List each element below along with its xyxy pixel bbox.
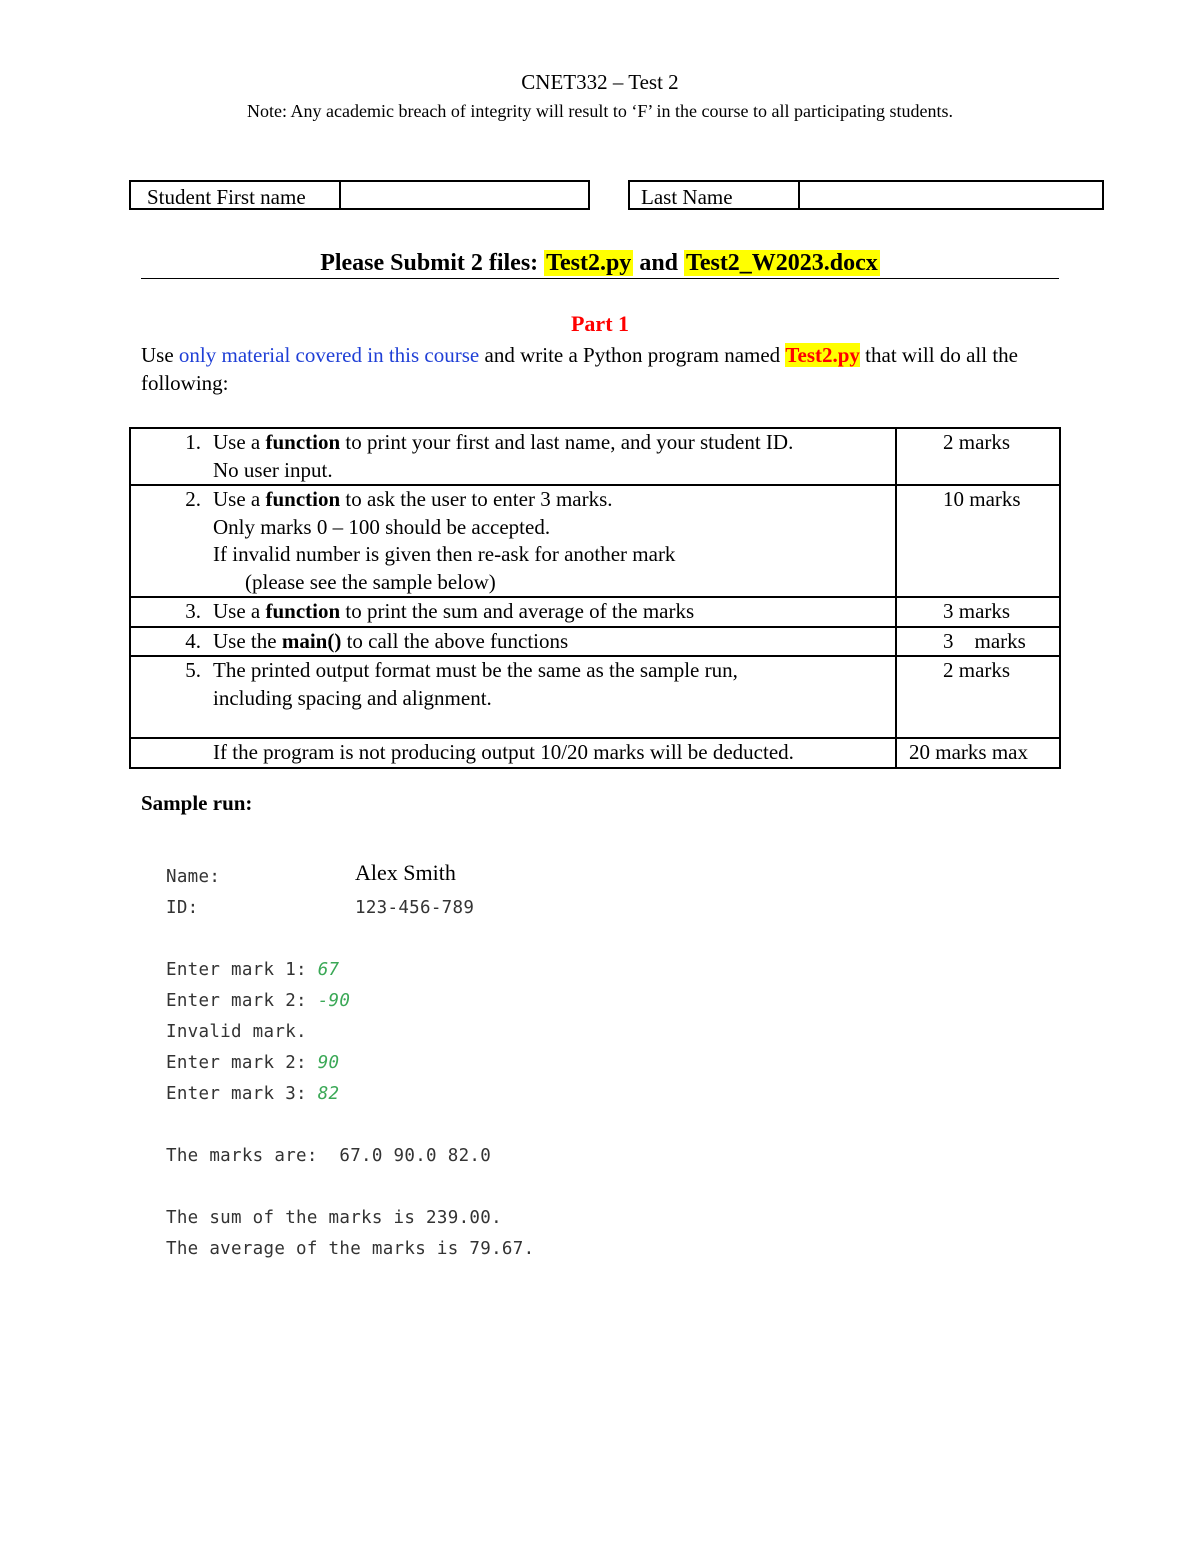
submit-instruction (141, 247, 1059, 279)
last-name-field[interactable] (800, 182, 1102, 208)
intro-text: and write a Python program named (479, 343, 786, 367)
task-number: 4. (185, 628, 201, 653)
console-average-line: The average of the marks is 79.67. (166, 1239, 535, 1259)
intro-blue-text: only material covered in this course (178, 343, 480, 367)
intro-text: Use (141, 343, 179, 367)
task-text: Use a function to ask the user to enter 3 marks. Only marks 0 – 100 should be accepted. If invalid number is given then re-ask for another mark (please see the sample below) (213, 487, 676, 594)
task-row (130, 656, 1060, 738)
footer-marks: 20 marks max (896, 738, 1060, 768)
task-text: Use a function to print your first and last name, and your student ID. No user input. (213, 430, 794, 482)
console-name-value: Alex Smith (355, 860, 456, 885)
first-name-box (129, 180, 590, 210)
task-number: 5. (185, 658, 201, 682)
task-table (129, 427, 1061, 769)
submit-file-py: Test2.py (546, 250, 632, 276)
task-number: 2. (185, 487, 201, 511)
submit-joiner: and (633, 250, 685, 276)
console-line: Enter mark 3: 82 (166, 1084, 340, 1104)
console-sum-line: The sum of the marks is 239.00. (166, 1208, 502, 1228)
task-marks: 2 marks (896, 656, 1060, 738)
first-name-field[interactable] (341, 182, 588, 208)
task-number: 3. (185, 599, 201, 623)
console-line: Invalid mark. (166, 1022, 307, 1042)
intro-filename: Test2.py (785, 343, 860, 367)
submit-file-docx: Test2_W2023.docx (686, 250, 878, 276)
page-title: CNET332 – Test 2 (521, 70, 679, 94)
submit-prefix: Please Submit 2 files: (320, 250, 545, 276)
console-line: Enter mark 2: 90 (166, 1053, 340, 1073)
task-text: Use a function to print the sum and average of the marks (213, 599, 695, 623)
task-marks: 10 marks (896, 485, 1060, 597)
first-name-label: Student First name (131, 182, 341, 208)
console-name-label: Name: (166, 867, 221, 887)
task-footer-row (130, 738, 1060, 768)
console-line: Enter mark 1: 67 (166, 960, 340, 980)
console-id-value: 123-456-789 (355, 898, 475, 918)
part-heading: Part 1 (570, 311, 630, 336)
last-name-label: Last Name (630, 182, 800, 208)
task-row (130, 627, 1060, 657)
console-id-label: ID: (166, 898, 199, 918)
task-marks: 3 marks (896, 627, 1060, 657)
last-name-box (628, 180, 1104, 210)
task-row (130, 428, 1060, 485)
task-row (130, 485, 1060, 597)
task-row (130, 597, 1060, 627)
console-marks-line: The marks are: 67.0 90.0 82.0 (166, 1146, 492, 1166)
task-text: Use the main() to call the above functions (213, 628, 569, 653)
task-marks: 3 marks (896, 597, 1060, 627)
integrity-note: Note: Any academic breach of integrity will result to ‘F’ in the course to all participating students. (247, 101, 953, 121)
part-intro (141, 341, 1061, 397)
sample-run-label: Sample run: (141, 791, 253, 815)
footer-text: If the program is not producing output 10/20 marks will be deducted. (213, 740, 794, 764)
console-line: Enter mark 2: -90 (166, 991, 351, 1011)
task-marks: 2 marks (896, 428, 1060, 485)
task-text: The printed output format must be the same as the sample run, including spacing and alignment. (213, 658, 738, 710)
task-number: 1. (185, 430, 201, 454)
intro-text: that will do all the following: (141, 343, 1018, 395)
